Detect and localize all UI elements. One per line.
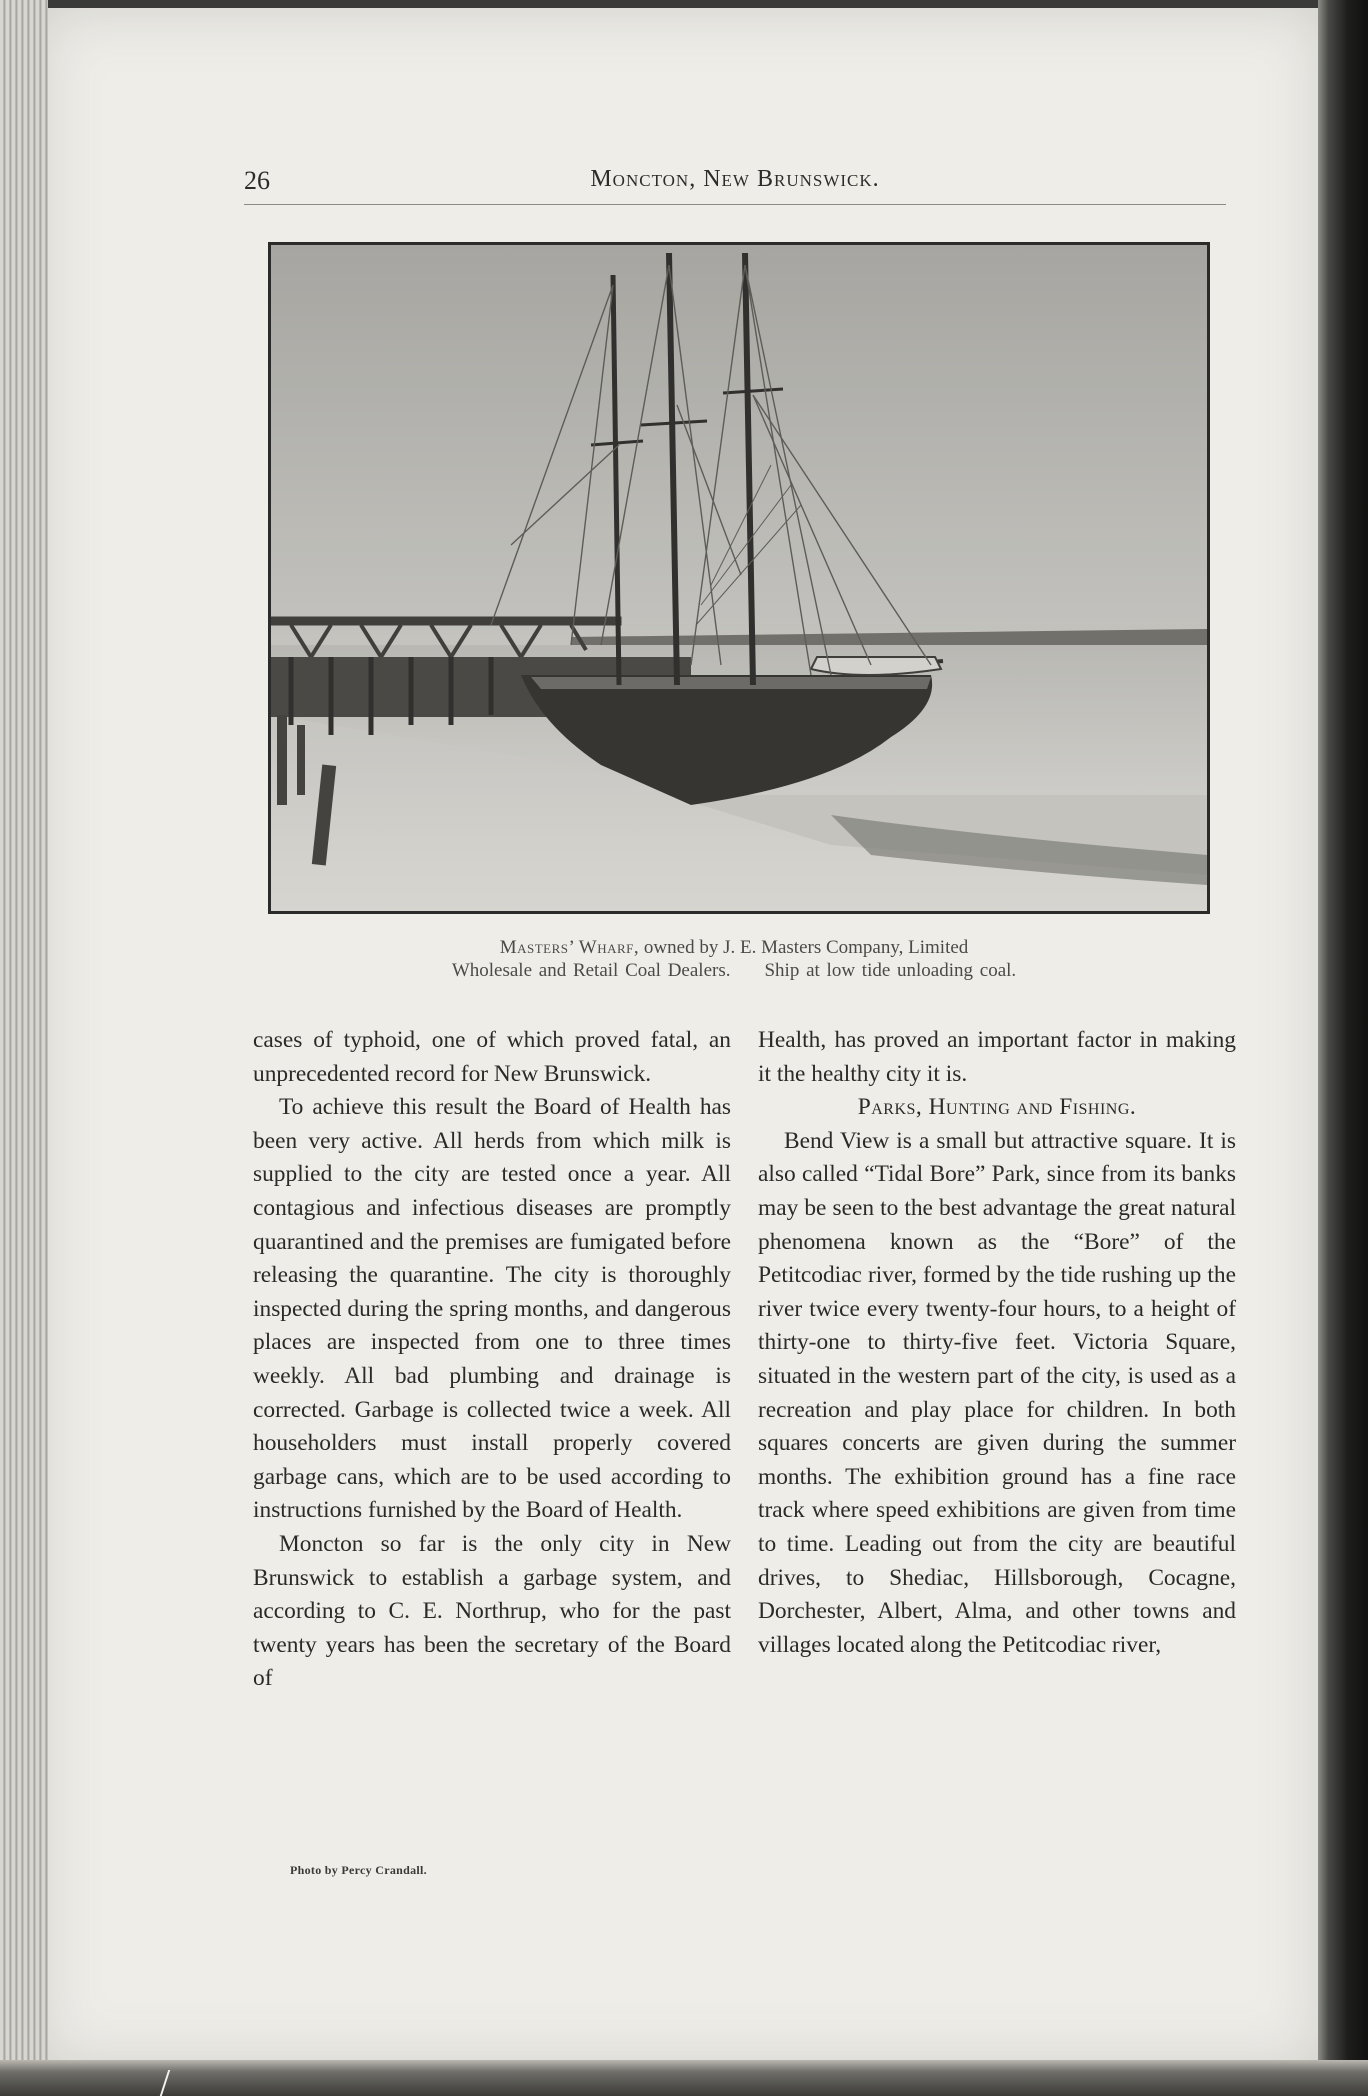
ship-at-wharf-photo — [268, 242, 1210, 914]
caption-business: Wholesale and Retail Coal Dealers. — [451, 960, 731, 981]
paragraph: Moncton so far is the only city in New Brunswick to establish a garbage system, and according to C. E. Northrup, who for the past twenty years has been the secretary of the Board of — [253, 1530, 731, 1692]
caption-ship-note: Ship at low tide unloading coal. — [764, 960, 1017, 981]
section-heading: Parks, Hunting and Fishing. — [857, 1094, 1137, 1121]
page-stack-bottom-edge — [0, 2060, 1368, 2096]
paragraph: Health, has proved an important factor in making it the healthy city it is. — [758, 1027, 1236, 1087]
photo-credit: Photo by Percy Crandall. — [290, 1863, 427, 1877]
paragraph: cases of typhoid, one of which proved fatal, an unprecedented record for New Brunswick. — [253, 1027, 731, 1087]
running-title: Moncton, New Brunswick. — [590, 166, 880, 192]
page-header — [244, 160, 1226, 205]
page-number: 26 — [244, 166, 270, 195]
paragraph: To achieve this result the Board of Health has been very active. All herds from which milk is supplied to the city are tested once a year. All contagious and infectious diseases are promptly quarantined and the premises are fumigated before releasing the quarantine. The city is thoroughly inspected during the spring months, and dangerous places are inspected from one to three times weekly. All bad plumbing and drainage is corrected. Garbage is collected twice a week. All householders must install properly covered garbage cans, which are to be used according to instructions furnished by the Board of Health. — [253, 1094, 731, 1524]
photo-caption — [250, 936, 1218, 982]
paragraph: Bend View is a small but attractive square. It is also called “Tidal Bore” Park, since from its banks may be seen to the best advantage the great natural phenomena known as the “Bore” of the Petitcodiac river, formed by the tide rushing up the river twice every twenty-four hours, to a height of thirty-one to thirty-five feet. Victoria Square, situated in the western part of the city, is used as a recreation and play place for children. In both squares concerts are given during the summer months. The exhibition ground has a fine race track where speed exhibitions are given from time to time. Leading out from the city are beautiful drives, to Shediac, Hillsborough, Cocagne, Dorchester, Albert, Alma, and other towns and villages located along the Petitcodiac river, — [758, 1127, 1236, 1658]
caption-line-2 — [250, 959, 1218, 982]
page-stack-left-edge — [0, 0, 48, 2096]
caption-title: Masters’ Wharf, — [499, 937, 640, 958]
photo-illustration — [271, 245, 1207, 911]
caption-owner: owned by J. E. Masters Company, Limited — [639, 937, 969, 958]
left-text-column — [253, 1024, 731, 1696]
book-right-edge — [1318, 0, 1368, 2096]
right-text-column — [758, 1024, 1236, 1662]
caption-line-1 — [250, 936, 1218, 959]
photo-grain — [271, 245, 1207, 911]
